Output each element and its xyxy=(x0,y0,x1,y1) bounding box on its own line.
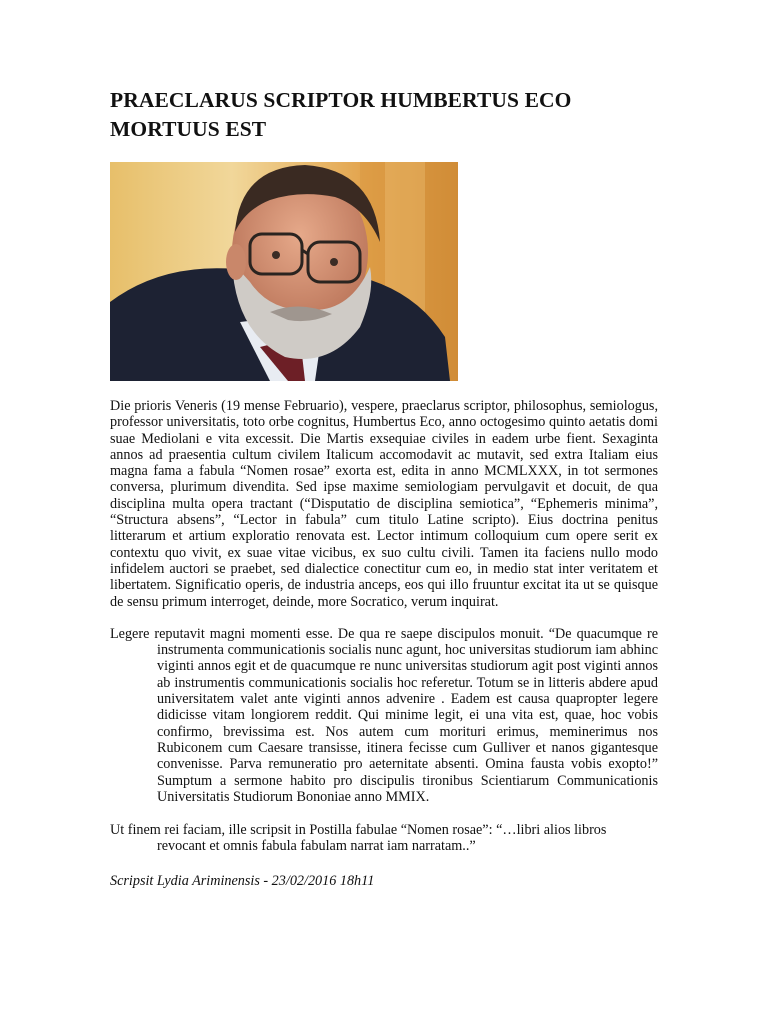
paragraph-2: Legere reputavit magni momenti esse. De qua re saepe discipulos monuit. “De quacumque re instrumenta communicationis socialis nunc agunt, hoc universitas studiorum iam abhinc viginti annos egit et de quacumque re nunc universitas studiorum agit post viginti annos ab instrumentis communicationis socialis hoc referetur. Totum se in litteris abdere apud universitatem valet ante viginti annos advenire . Eadem est causa quapropter legere didicisse vitam longiorem reddit. Qui minime legit, ei una vita est, quae, hoc vobis confirmo, brevissima est. Nos autem cum morituri erimus, meminerimus nos Rubiconem cum Caesare transisse, itinera fecisse cum Gulliver et nanos gigantesque convenisse. Parva remuneratio pro aeternitate absenti. Omina fausta vobis exopto!” Sumptum a sermone habito pro discipulis tironibus Scientiarum Communicationis Universitatis Studiorum Bononiae anno MMIX. xyxy=(110,625,658,805)
author-photo xyxy=(110,162,458,381)
paragraph-1: Die prioris Veneris (19 mense Februario), vespere, praeclarus scriptor, philosophus, semiologus, professor universitatis, toto orbe cognitus, Humbertus Eco, anno octogesimo quinto aetatis domi suae Mediolani e vita excessit. Die Martis exsequiae civiles in eadem urbe fient. Sexaginta annos ad praesentia cultum civilem Italicum accomodavit ac mutavit, sed extra Italiam eius magna fama a fabula “Nomen rosae” exorta est, edita in anno MCMLXXX, in tot sermones conversa, plurimum divendita. Sed ipse maxime semiologiam pervulgavit et docuit, de qua disciplina multa opera tractant (“Disputatio de disciplina semiotica”, “Ephemeris minima”, “Structura absens”, “Lector in fabula” cum titulo Latine scripto). Eius doctrina penitus litterarum et artium exploratio renovata est. Lector intimum colloquium cum opere serit ex contextu quo vivit, ex suae vitae vicibus, ex suo cultu civili. Tamen ita faciens nullo modo infidelem auctori se praebet, sed dialectice conectitur cum eo, in medio stat inter veritatem et libertatem. Significatio operis, de industria anceps, eos qui illo fruuntur excitat ita ut se quisque de sensu primum interroget, deinde, more Socratico, verum inquirat. xyxy=(110,398,658,610)
paragraph-3: Ut finem rei faciam, ille scripsit in Postilla fabulae “Nomen rosae”: “…libri alios libros revocant et omnis fabula fabulam narrat iam narratam..” xyxy=(110,822,607,855)
title-line-2: MORTUUS EST xyxy=(110,117,267,141)
signature: Scripsit Lydia Ariminensis - 23/02/2016 18h11 xyxy=(110,872,375,889)
article-title xyxy=(110,86,658,144)
article xyxy=(110,86,658,889)
title-line-1: PRAECLARUS SCRIPTOR HUMBERTUS ECO xyxy=(110,88,572,112)
